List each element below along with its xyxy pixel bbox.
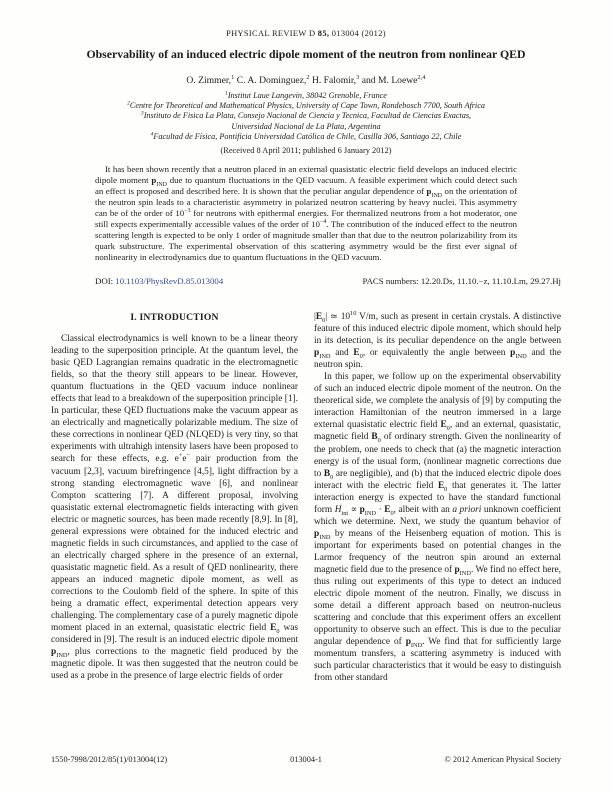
pacs-numbers: PACS numbers: 12.20.Ds, 11.10.−z, 11.10.Lm, 29.27.Hj	[362, 276, 561, 287]
left-column	[51, 311, 298, 684]
affiliation-line-3: $^3$Instituto de Fisica La Plata, Consejo Nacional de Ciencia y Tecnica, Facultad de Ciencias Exactas,	[140, 110, 472, 121]
journal-header: PHYSICAL REVIEW D 85, 013004 (2012)	[226, 29, 386, 38]
abstract-text: It has been shown recently that a neutron placed in an external quasistatic electric field develops an induced electric dipole moment $p_{IND}$ due to quantum fluctuations in the QED vacuum. A feasible experiment which could detect such an effect is proposed and described here. It is shown that the peculiar angular dependence of $p_{IND}$ on the orientation of the neutron spin leads to a characteristic asymmetry in polarized neutron scattering by heavy nuclei. This asymmetry can be of the order of $10^{-3}$ for neutrons with epithermal energies. For thermalized neutrons from a hot moderator, one still expects experimentally accessible values of the order of $10^{-4}$. The contribution of the induced effect to the neutron scattering length is expected to be only 1 order of magnitude smaller than that due to the neutron polarizability from its quark substructure. The experimental observation of this scattering asymmetry would be the first ever signal of nonlinearity in electrodynamics due to quantum fluctuations in the QED vacuum.	[95, 164, 517, 263]
affiliation-line-3b: Universidad Nacional de La Plata, Argentina	[231, 121, 381, 131]
right-column	[314, 311, 561, 684]
footer-copyright: © 2012 American Physical Society	[444, 755, 561, 764]
affiliation-line-1: $^1$Institut Laue Langevin, 38042 Grenoble, France	[225, 90, 387, 100]
doi-link[interactable]: 10.1103/PhysRevD.85.013004	[115, 276, 224, 287]
footer-page-number: 013004-1	[290, 755, 322, 764]
paper-title: Observability of an induced electric dipole moment of the neutron from nonlinear QED	[86, 47, 526, 61]
affiliations-block	[0, 91, 612, 142]
body-paragraph-intro-2: In this paper, we follow up on the experimental observability of such an induced electric dipole moment of the neutron. On the theoretical side, we complete the analysis of [9] by computing the interaction Hamiltonian of the neutron immersed in a large external quasistatic electric field $E_0$, and an external, quasistatic, magnetic field $B_0$ of ordinary strength. Given the nonlinearity of the problem, one needs to check that (a) the magnetic interaction energy is of the usual form, (nonlinear magnetic corrections due to $B_0$ are negligible), and (b) that the induced electric dipole does interact with the electric field $E_0$ that generates it. The latter interaction energy is expected to have the standard functional form $H_{int} \propto p_{IND} \cdot E_0$, albeit with an a priori unknown coefficient which we determine. Next, we study the quantum behavior of $p_{IND}$ by means of the Heisenberg equation of motion. This is important for experiments based on potential changes in the Larmor frequency of the neutron spin around an external magnetic field due to the presence of $p_{IND}$. We find no effect here, thus ruling out experiments of this type to detect an induced electric dipole moment of the neutron. Finally, we discuss in some detail a different approach based on neutron-nucleus scattering and conclude that this experiment offers an excellent opportunity to observe such an effect. This is due to the peculiar angular dependence of $p_{IND}$. We find that for sufficiently large momentum transfers, a scattering asymmetry is induced with such particular characteristics that it would be easy to distinguish from other standard	[314, 372, 562, 684]
footer-issn: 1550-7998/2012/85(1)/013004(12)	[51, 755, 168, 764]
doi-label: DOI:	[95, 276, 114, 287]
doi-entry	[95, 276, 223, 286]
meta-row	[95, 276, 561, 286]
body-columns	[51, 311, 561, 684]
body-paragraph-intro-1-continued: $|E_0|$ ≃ $10^{10}$ V/m, such as present in certain crystals. A distinctive feature of this induced electric dipole moment, which should help in its detection, is its peculiar dependence on the angle between $p_{IND}$ and $E_0$, or equivalently the angle between $p_{IND}$ and the neutron spin.	[314, 309, 561, 371]
affiliation-line-2: $^2$Centre for Theoretical and Mathematical Physics, University of Cape Town, Rondebosch 7700, South Africa	[127, 100, 485, 111]
affiliation-line-4: $^4$Facultad de Física, Pontificia Universidad Católica de Chile, Casilla 306, Santiago 22, Chile	[150, 131, 462, 141]
received-line: (Received 8 April 2011; published 6 January 2012)	[220, 146, 392, 156]
section-heading-introduction: I. INTRODUCTION	[130, 312, 219, 324]
page-footer	[51, 755, 561, 764]
body-paragraph-intro-1: Classical electrodynamics is well known to be a linear theory leading to the superposition principle. At the quantum level, the basic QED Lagrangian remains quadratic in the electromagnetic fields, so that the theory still appears to be linear. However, quantum fluctuations in the QED vacuum induce nonlinear effects that lead to a breakdown of the superposition principle [1]. In particular, these QED fluctuations make the vacuum appear as an electrically and magnetically polarizable medium. The size of these corrections in nonlinear QED (NLQED) is very tiny, so that experiments with ultrahigh intensity lasers have been proposed to search for these effects, e.g. e+e− pair production from the vacuum [2,3], vacuum birefringence [4,5], light diffraction by a strong standing electromagnetic wave [6], and nonlinear Compton scattering [7]. A different proposal, involving quasistatic external electromagnetic fields interacting with given electric or magnetic sources, has been made recently [8,9]. In [8], general expressions were obtained for the induced electric and magnetic fields in such circumstances, and applied to the case of an electrically charged sphere in the presence of an external, quasistatic magnetic field. As a result of QED nonlinearity, there appears an induced magnetic dipole moment, as well as corrections to the Coulomb field of the sphere. In spite of this being a dramatic effect, experimental detection appears very challenging. The complementary case of a purely magnetic dipole moment placed in an external, quasistatic electric field $E_0$ was considered in [9]. The result is an induced electric dipole moment $p_{IND}$, plus corrections to the magnetic field produced by the magnetic dipole. It was then suggested that the neutron could be used as a probe in the presence of large electric fields of order	[51, 334, 298, 682]
authors-line: O. Zimmer,$^1$ C. A. Dominguez,$^2$ H. Falomir,$^3$ and M. Loewe$^{2,4}$	[186, 73, 426, 86]
